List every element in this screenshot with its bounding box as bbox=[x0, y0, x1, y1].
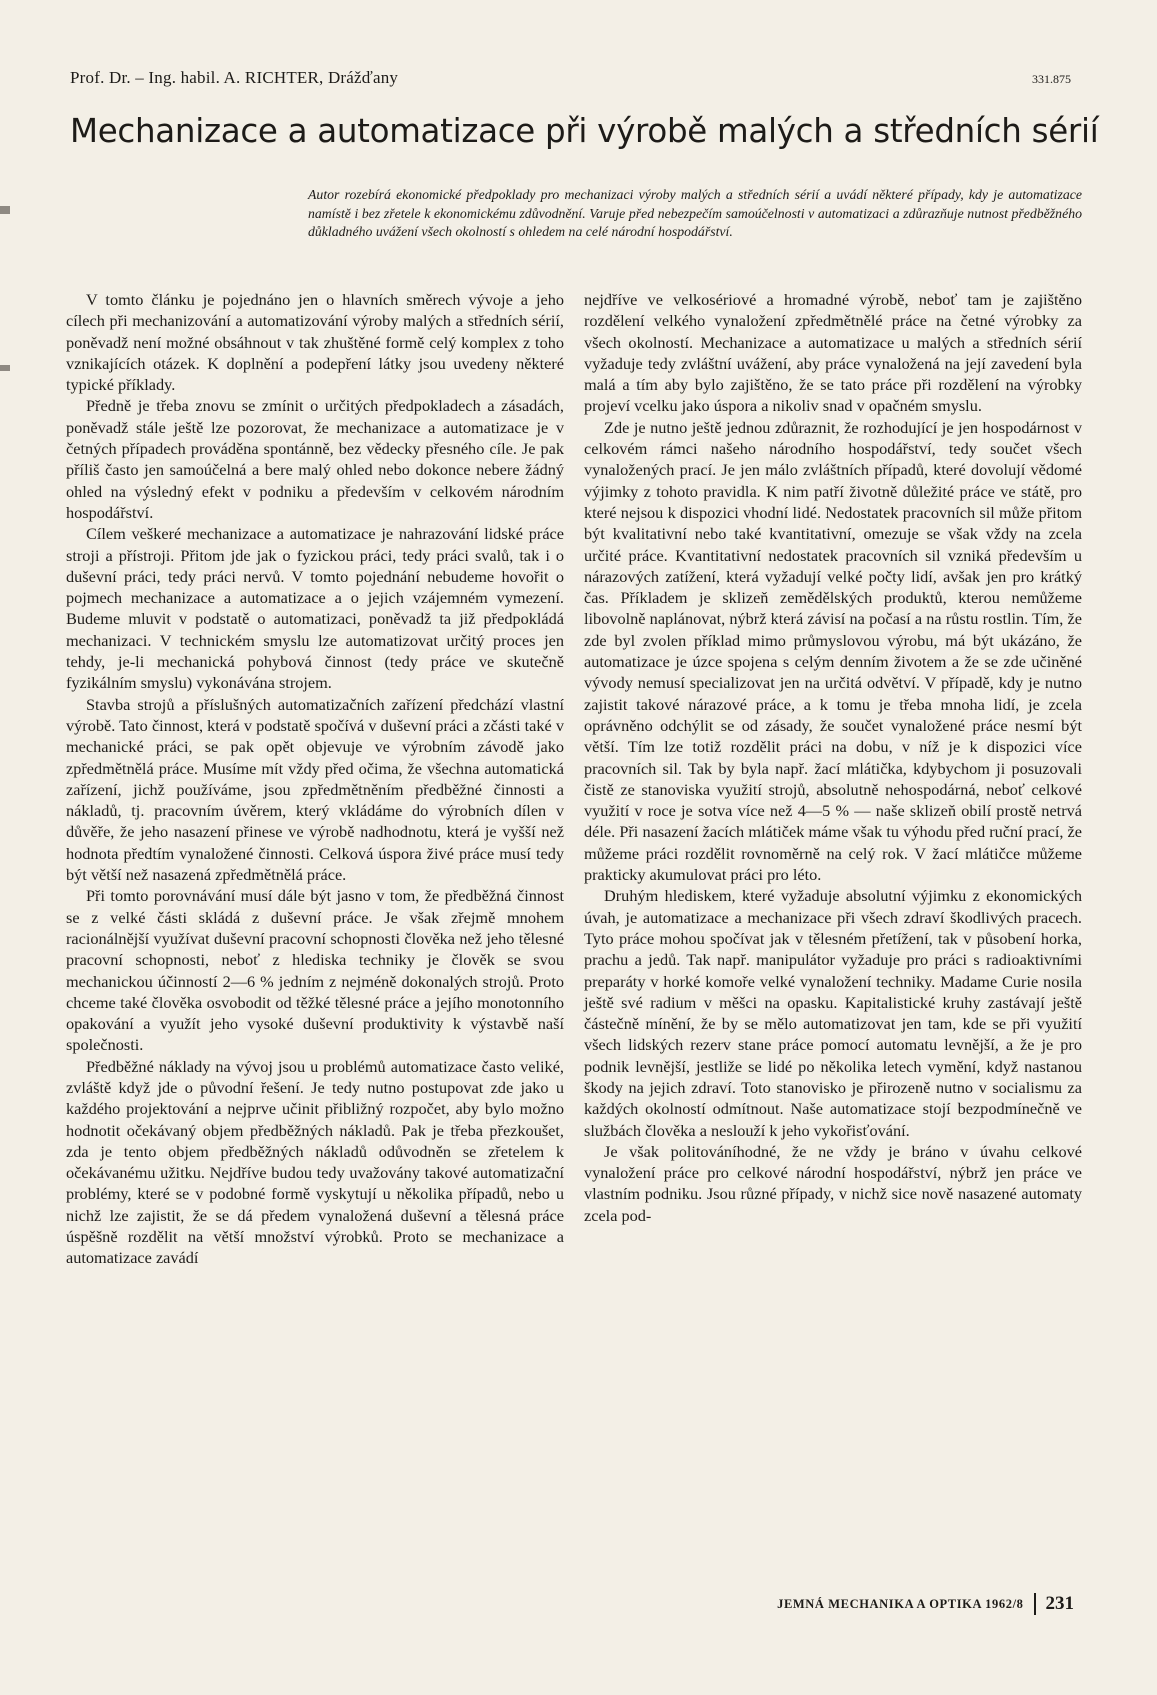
paragraph: Předně je třeba znovu se zmínit o určitých předpokladech a zásadách, poněvadž stále ještě lze pozorovat, že mechanizace a automatizace je v četných případech prováděna spontánně, bez vědecky přesného cíle. Je pak příliš často jen samoúčelná a bere malý ohled nebo dokonce nebere žádný ohled na výsledný efekt v podniku a především v celkovém národním hospodářství. bbox=[66, 396, 564, 522]
paragraph: Zde je nutno ještě jednou zdůraznit, že rozhodující je jen hospodárnost v celkovém rámci našeho národního hospodářství, tedy součet všech vynaložených prací. Je jen málo zvláštních případů, které dovolují vědomé výjimky z tohoto pravidla. K nim patří životně důležité práce ve státě, pro které nejsou k dispozici vhodní lidé. Nedostatek pracovních sil může přitom být kvalitativní nebo také kvantitativní, omezuje se však vždy na zcela určité práce. Kvantitativní nedostatek pracovních sil vzniká především u nárazových zatížení, která vyžadují velké počty lidí, avšak jen pro krátký čas. Příkladem je sklizeň zemědělských produktů, kterou nemůžeme libovolně naplánovat, nýbrž která závisí na počasí a na růstu rostlin. Tím, že zde byl zvolen příklad mimo průmyslovou výrobu, má být ukázáno, že automatizace je úzce spojena s celým denním životem a že se zde učiněné vývody nemusí specializovat jen na určitá odvětví. V případě, kdy je nutno zajistit takové nárazové práce, a k tomu je třeba mnoha lidí, je zcela oprávněno odchýlit se od zásady, že součet vynaložené práce nesmí být větší. Tím lze totiž rozdělit práci na dobu, v níž je k dispozici více pracovních sil. Tak by byla např. žací mlátička, kdybychom ji posuzovali čistě ze stanoviska využití strojů, absolutně nehospodárná, neboť celkové využití v roce je sotva více než 4—5 % — naše sklizeň obilí prostě netrvá déle. Při nasazení žacích mlátiček máme však tu výhodu před ruční prací, že můžeme práci rozdělit rovnoměrně na celý rok. V žací mlátičce můžeme prakticky akumulovat práci pro léto. bbox=[584, 417, 1082, 885]
paragraph: Druhým hlediskem, které vyžaduje absolutní výjimku z ekonomických úvah, je automatizace a mechanizace při všech zdraví škodlivých pracech. Tyto práce mohou spočívat jak v tělesném přetížení, tak v působení horka, prachu a jedů. Tak např. manipulátor vyžaduje pro práci s radioaktivními preparáty v horké komoře velké vynaložení techniky. Madame Curie nosila ještě své radium v měšci na opasku. Kapitalistické kruhy zastávají ještě částečně mínění, že by se mělo automatizovat jen tam, kde se při využití všech lidských rezerv stane práce pomocí automatu levnější, a že je pro podnik levnější, jestliže se lidé po několika letech vymění, když nastanou škody na jejich zdraví. Toto stanovisko je přirozeně nutno v socialismu za každých okolností odmítnout. Naše automatizace stojí bezpodmínečně ve službách člověka a neslouží k jeho vykořisťování. bbox=[584, 886, 1082, 1140]
paragraph: Při tomto porovnávání musí dále být jasno v tom, že předběžná činnost se z velké části skládá z duševní práce. Je však zřejmě mnohem racionálnější využívat duševní pracovní schopnosti člověka než jeho tělesné pracovní schopnosti, neboť z hlediska techniky je člověk se svou mechanickou účinností 2—6 % jedním z nejméně dokonalých strojů. Proto chceme také člověka osvobodit od těžké tělesné práce a jejího monotonního opakování a využít jeho vysoké duševní produktivity k výstavbě naší společnosti. bbox=[66, 886, 564, 1055]
paragraph: Předběžné náklady na vývoj jsou u problémů automatizace často veliké, zvláště když jde o původní řešení. Je tedy nutno postupovat zde jako u každého projektování a nejprve učinit přibližný rozpočet, aby bylo možno hodnotit očekávaný objem předběžných nákladů. Pak je třeba přezkoušet, zda je tento objem předběžných nákladů odůvodněn se zřetelem k očekávanému užitku. Nejdříve budou tedy uvažovány takové automatizační problémy, které se v podobné formě vyskytují u několika případů, nebo u nichž lze zajistit, že se dá předem vynaložená duševní a tělesná práce úspěšně rozdělit na větší množství výrobků. Proto se mechanizace a automatizace zavádí bbox=[66, 1056, 564, 1268]
footer-divider bbox=[1034, 1593, 1036, 1615]
article-author: Prof. Dr. – Ing. habil. A. RICHTER, Drážďany bbox=[70, 68, 399, 87]
scan-edge-mark bbox=[0, 206, 10, 214]
paragraph: V tomto článku je pojednáno jen o hlavních směrech vývoje a jeho cílech při mechanizování a automatizování výroby malých a středních sérií, poněvadž není možné obsáhnout v tak zhuštěné formě celý komplex z toho vznikajících otázek. K doplnění a podepření látky jsou uvedeny některé typické příklady. bbox=[66, 290, 564, 395]
journal-name: JEMNÁ MECHANIKA A OPTIKA 1962/8 bbox=[777, 1596, 1024, 1611]
page-footer bbox=[777, 1593, 1074, 1615]
article-abstract: Autor rozebírá ekonomické předpoklady pro mechanizaci výroby malých a středních sérií a uvádí některé případy, kdy je automatizace namístě i bez zřetele k ekonomickému zdůvodnění. Varuje před nebezpečím samoúčelnosti v automatizaci a zdůrazňuje nutnost předběžného důkladného uvážení všech okolností s ohledem na celé národní hospodářství. bbox=[308, 187, 1082, 239]
right-text-column bbox=[584, 289, 1082, 1226]
scan-edge-mark bbox=[0, 365, 10, 371]
paragraph-continued: nejdříve ve velkosériové a hromadné výrobě, neboť tam je zajištěno rozdělení velkého vynaložení zpředmětnělé práce na četné výrobky za všech okolností. Mechanizace a automatizace u malých a středních sérií vyžaduje tedy zvláštní uvážení, aby práce vynaložená na její zavedení byla malá a tím aby bylo zajištěno, že se tato práce při rozdělení na výrobky projeví vcelku jako úspora a nikoliv snad v opačném smyslu. bbox=[584, 290, 1082, 416]
article-title: Mechanizace a automatizace při výrobě malých a středních sérií bbox=[70, 112, 1099, 150]
page-number: 231 bbox=[1045, 1593, 1074, 1614]
paragraph: Stavba strojů a příslušných automatizačních zařízení předchází vlastní výrobě. Tato činnost, která v podstatě spočívá v duševní práci a zčásti také v mechanické práci, se pak opět objevuje ve výrobním závodě jako zpředmětnělá práce. Musíme mít vždy před očima, že všechna automatická zařízení, jichž používáme, jsou zpředmětněním předběžné činnosti a nákladů, tj. pracovním úvěrem, který vkládáme do výrobních dílen v důvěře, že jeho nasazení přinese ve výrobě nadhodnotu, která je vyšší než hodnota předtím vynaložené činnosti. Celková úspora živé práce musí tedy být větší než nasazená zpředmětnělá práce. bbox=[66, 694, 564, 885]
paragraph: Cílem veškeré mechanizace a automatizace je nahrazování lidské práce stroji a přístroji. Přitom jde jak o fyzickou práci, tedy práci svalů, tak i o duševní práci, tedy práci nervů. V tomto pojednání nebudeme hovořit o pojmech mechanizace a automatizace a o jejich vzájemném vymezení. Budeme mluvit v podstatě o automatizaci, poněvadž ta již předpokládá mechanizaci. V technickém smyslu lze automatizovat určitý proces jen tehdy, je-li mechanická pohybová činnost (tedy práce ve skutečně fyzikálním smyslu) vykonávána strojem. bbox=[66, 524, 564, 693]
udc-classification: 331.875 bbox=[1032, 72, 1071, 86]
left-text-column bbox=[66, 289, 564, 1269]
paragraph: Je však politováníhodné, že ne vždy je bráno v úvahu celkové vynaložení práce pro celkové národní hospodářství, nýbrž jen práce ve vlastním podniku. Jsou různé případy, v nichž sice nově nasazené automaty zcela pod- bbox=[584, 1141, 1082, 1225]
